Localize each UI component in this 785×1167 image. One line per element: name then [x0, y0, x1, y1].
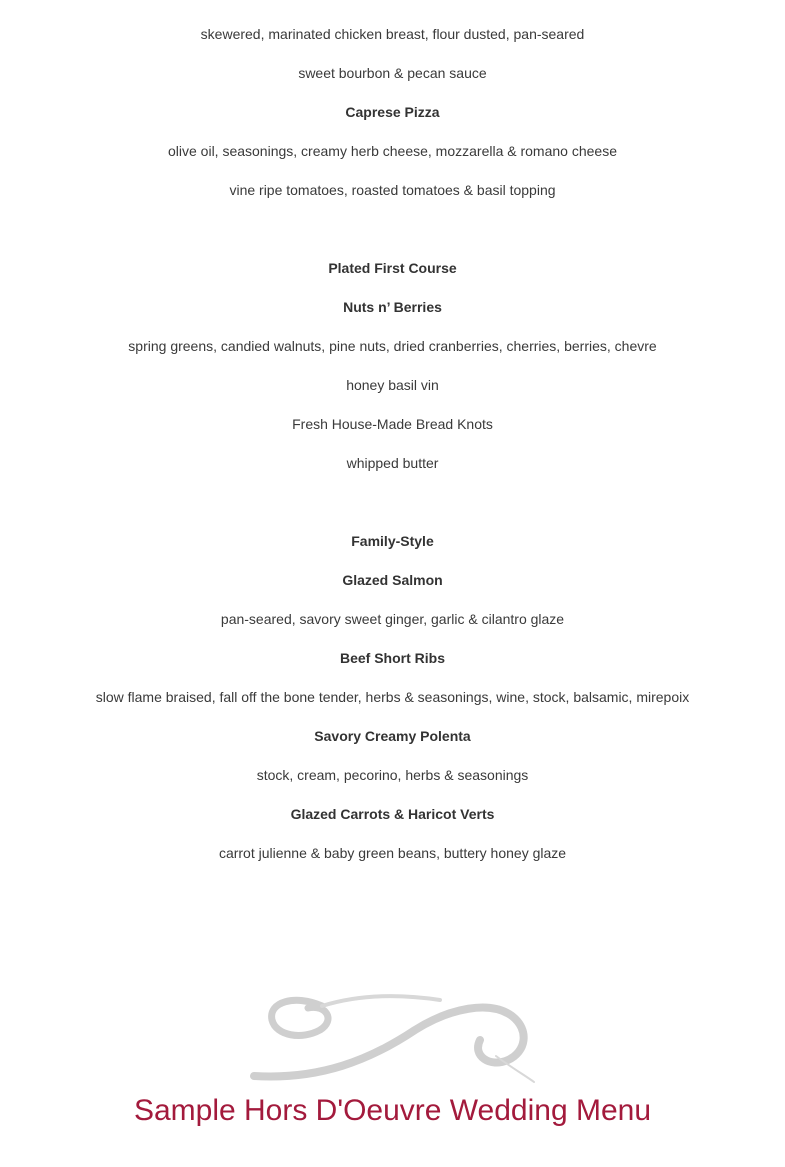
menu-line: olive oil, seasonings, creamy herb cheese, mozzarella & romano cheese — [167, 143, 617, 159]
menu-line: carrot julienne & baby green beans, buttery honey glaze — [218, 845, 567, 861]
menu-item-title: Nuts n’ Berries — [343, 299, 442, 315]
menu-item-title: Savory Creamy Polenta — [314, 728, 471, 744]
section-title: Sample Hors D'Oeuvre Wedding Menu — [133, 1094, 652, 1127]
menu-line: slow flame braised, fall off the bone tender, herbs & seasonings, wine, stock, balsamic, mirepoix — [95, 689, 690, 705]
cut-off-heading — [0, 0, 785, 6]
menu-item-title: Glazed Carrots & Haricot Verts — [290, 806, 495, 822]
menu-item-title: Caprese Pizza — [345, 104, 440, 120]
menu-line: whipped butter — [346, 455, 439, 471]
menu-line: sweet bourbon & pecan sauce — [298, 65, 487, 81]
course-heading: Plated First Course — [328, 260, 457, 276]
course-heading: Family-Style — [351, 533, 434, 549]
menu-line: honey basil vin — [346, 377, 439, 393]
menu-item-title: Beef Short Ribs — [339, 650, 445, 666]
menu-item-title: Glazed Salmon — [342, 572, 443, 588]
swirl-flourish-icon — [250, 990, 535, 1085]
menu-line: spring greens, candied walnuts, pine nuts, dried cranberries, cherries, berries, chevre — [128, 338, 657, 354]
menu-line: vine ripe tomatoes, roasted tomatoes & basil topping — [229, 182, 556, 198]
menu-line: Fresh House-Made Bread Knots — [292, 416, 493, 432]
menu-line: stock, cream, pecorino, herbs & seasonings — [256, 767, 529, 783]
menu-line: skewered, marinated chicken breast, flour dusted, pan-seared — [200, 26, 585, 42]
menu-line: pan-seared, savory sweet ginger, garlic & cilantro glaze — [220, 611, 565, 627]
